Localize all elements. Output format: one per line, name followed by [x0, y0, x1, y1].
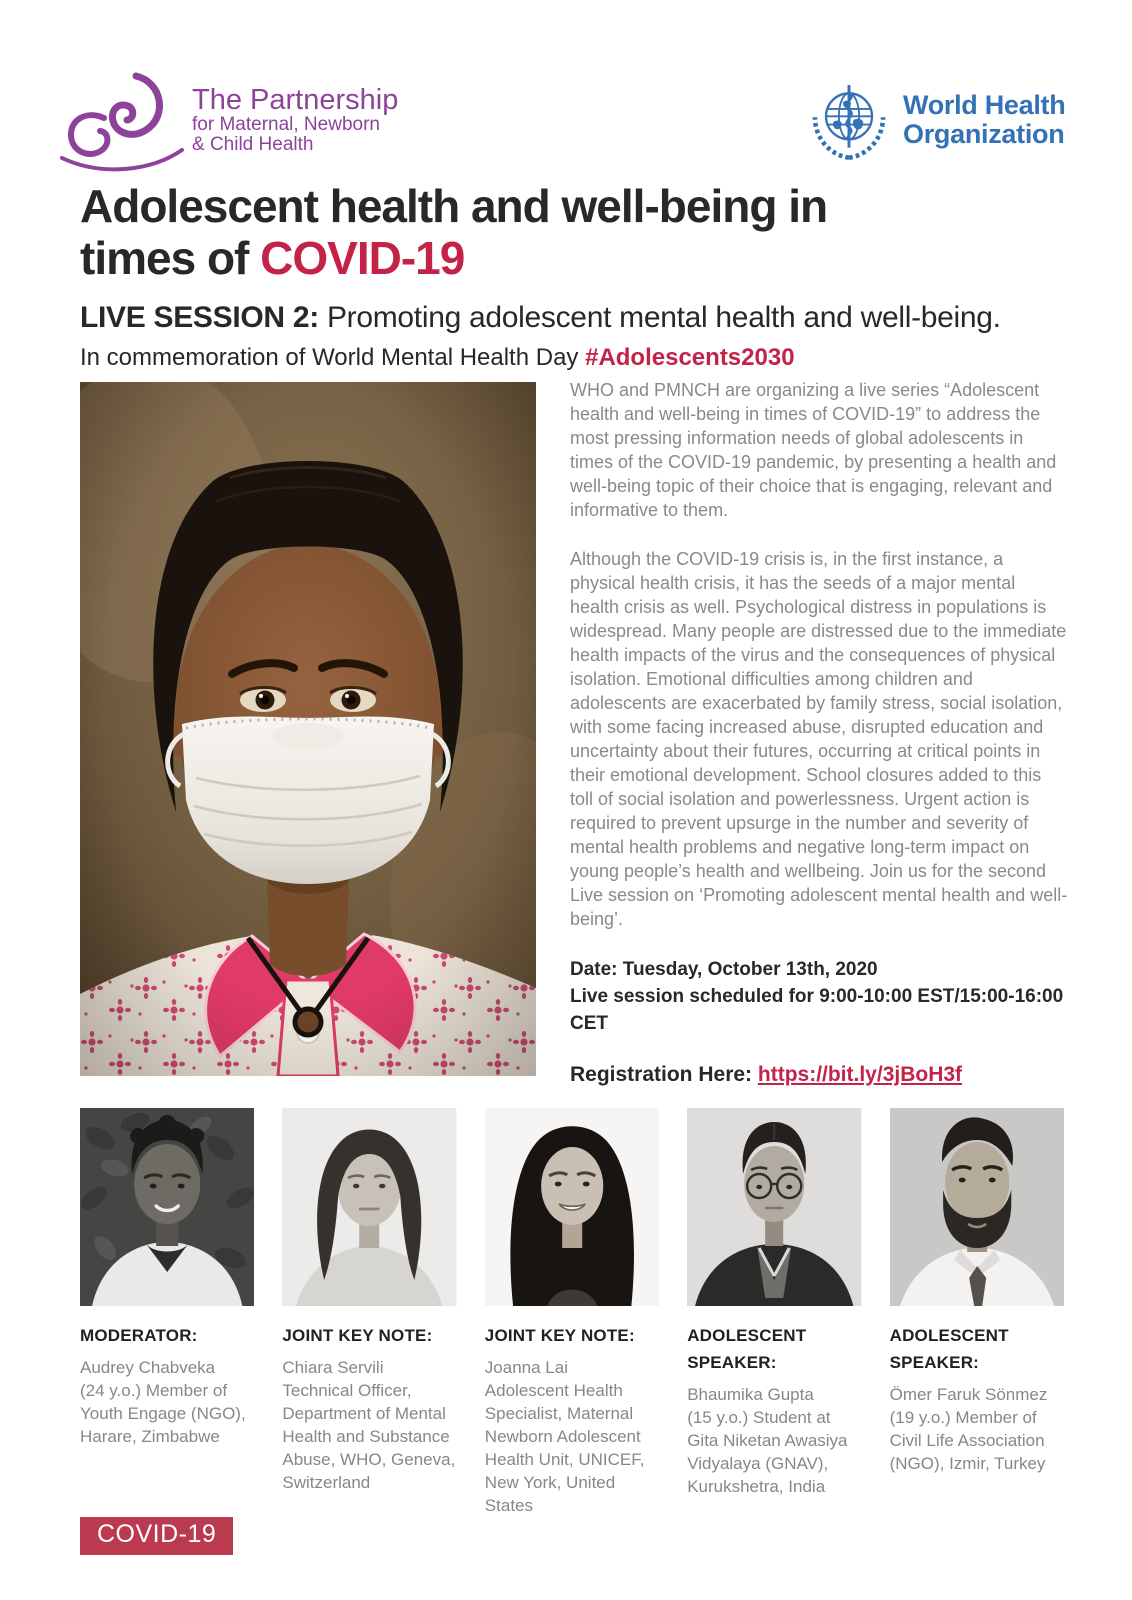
live-session-topic: Promoting adolescent mental health and well-being. [318, 301, 1001, 334]
speaker-description: (19 y.o.) Member of Civil Life Association (NGO), Izmir, Turkey [889, 1408, 1046, 1474]
title-line1: Adolescent health and well-being in [80, 180, 828, 232]
speaker-description: Adolescent Health Specialist, Maternal Newborn Adolescent Health Unit, UNICEF, New York, United States [484, 1381, 645, 1516]
pmnch-logo-mark-icon [58, 66, 186, 174]
pmnch-logo [58, 66, 398, 174]
speaker-role: MODERATOR: [80, 1326, 198, 1345]
speaker-description: Technical Officer, Department of Mental Health and Substance Abuse, WHO, Geneva, Switzerland [282, 1381, 456, 1493]
hero-photo-girl-with-mask [80, 382, 536, 1076]
speaker-photo-chiara [282, 1108, 456, 1306]
speaker-role: ADOLESCENT SPEAKER: [687, 1326, 807, 1373]
speaker-description: (24 y.o.) Member of Youth Engage (NGO), Harare, Zimbabwe [80, 1381, 246, 1447]
title-covid-highlight: COVID-19 [260, 232, 465, 285]
who-emblem-icon [803, 74, 895, 166]
title-line2-black: times of [80, 232, 261, 285]
commemoration-line [80, 344, 795, 372]
registration-link[interactable]: https://bit.ly/3jBoH3f [757, 1063, 963, 1086]
who-name2: Organization [903, 119, 1065, 149]
speaker-photo-bhaumika [687, 1108, 861, 1306]
page-title [80, 180, 827, 285]
session-subtitle [80, 301, 1001, 335]
speaker-card-keynote-2 [485, 1108, 659, 1517]
speaker-photo-omer [890, 1108, 1064, 1306]
commemoration-text: In commemoration of World Mental Health Day [80, 344, 586, 371]
session-date: Date: Tuesday, October 13th, 2020 [570, 959, 878, 980]
pmnch-sub2: & Child Health [192, 134, 314, 156]
mental-health-paragraph: Although the COVID-19 crisis is, in the first instance, a physical health crisis, it has the seeds of a major mental health crisis as well. Psychological distress in populations is widespread. Many people are distressed due to the immediate health impacts of the virus and the consequences of physical isolation. Emotional difficulties among children and adolescents are exacerbated by family stress, social isolation, with some facing increased abuse, disrupted education and uncertainty about their futures, occurring at critical points in their emotional development. School closures added to this toll of social isolation and powerlessness. Urgent action is required to prevent upsurge in the number and severity of mental health problems and negative long-term impact on young people’s health and wellbeing. Join us for the second Live session on ‘Promoting adolescent mental health and well-being’. [570, 549, 1068, 929]
who-logo-text [903, 91, 1065, 148]
speaker-description: (15 y.o.) Student at Gita Niketan Awasiya Vidyalaya (GNAV), Kurukshetra, India [687, 1408, 848, 1497]
registration-row [570, 1063, 1068, 1087]
speaker-role: JOINT KEY NOTE: [282, 1326, 433, 1345]
speaker-card-moderator [80, 1108, 254, 1517]
speaker-name: Bhaumika Gupta [687, 1385, 814, 1405]
hashtag: #Adolescents2030 [585, 344, 795, 371]
speakers-row [80, 1108, 1064, 1517]
intro-text-column [570, 378, 1068, 1087]
speaker-role: JOINT KEY NOTE: [484, 1326, 635, 1345]
pmnch-sub1: for Maternal, Newborn [192, 114, 380, 136]
speaker-name: Audrey Chabveka [80, 1358, 216, 1378]
speaker-photo-audrey [80, 1108, 254, 1306]
session-time: Live session scheduled for 9:00-10:00 EST/15:00-16:00 CET [570, 986, 1064, 1034]
speaker-name: Ömer Faruk Sönmez [889, 1385, 1048, 1405]
speaker-card-adolescent-2 [890, 1108, 1064, 1517]
speaker-photo-joanna [485, 1108, 659, 1306]
pmnch-name: The Partnership [192, 84, 399, 117]
registration-label: Registration Here: [570, 1063, 758, 1086]
speaker-card-keynote-1 [282, 1108, 456, 1517]
speaker-name: Joanna Lai [484, 1358, 568, 1378]
pmnch-logo-text [192, 85, 398, 155]
speaker-name: Chiara Servili [282, 1358, 384, 1378]
speaker-card-adolescent-1 [687, 1108, 861, 1517]
live-session-label: LIVE SESSION 2: [80, 301, 319, 334]
speaker-role: ADOLESCENT SPEAKER: [889, 1326, 1009, 1373]
intro-paragraph: WHO and PMNCH are organizing a live series “Adolescent health and well-being in times of COVID-19” to address the most pressing information needs of global adolescents in times of the COVID-19 pandemic, by presenting a health and well-being topic of their choice that is engaging, relevant and informative to them. [570, 380, 1057, 520]
hero-photo-illustration [80, 382, 536, 1076]
who-logo [803, 74, 1065, 166]
session-schedule [570, 956, 1068, 1037]
covid-19-badge: COVID-19 [80, 1517, 233, 1555]
who-name1: World Health [903, 90, 1066, 121]
